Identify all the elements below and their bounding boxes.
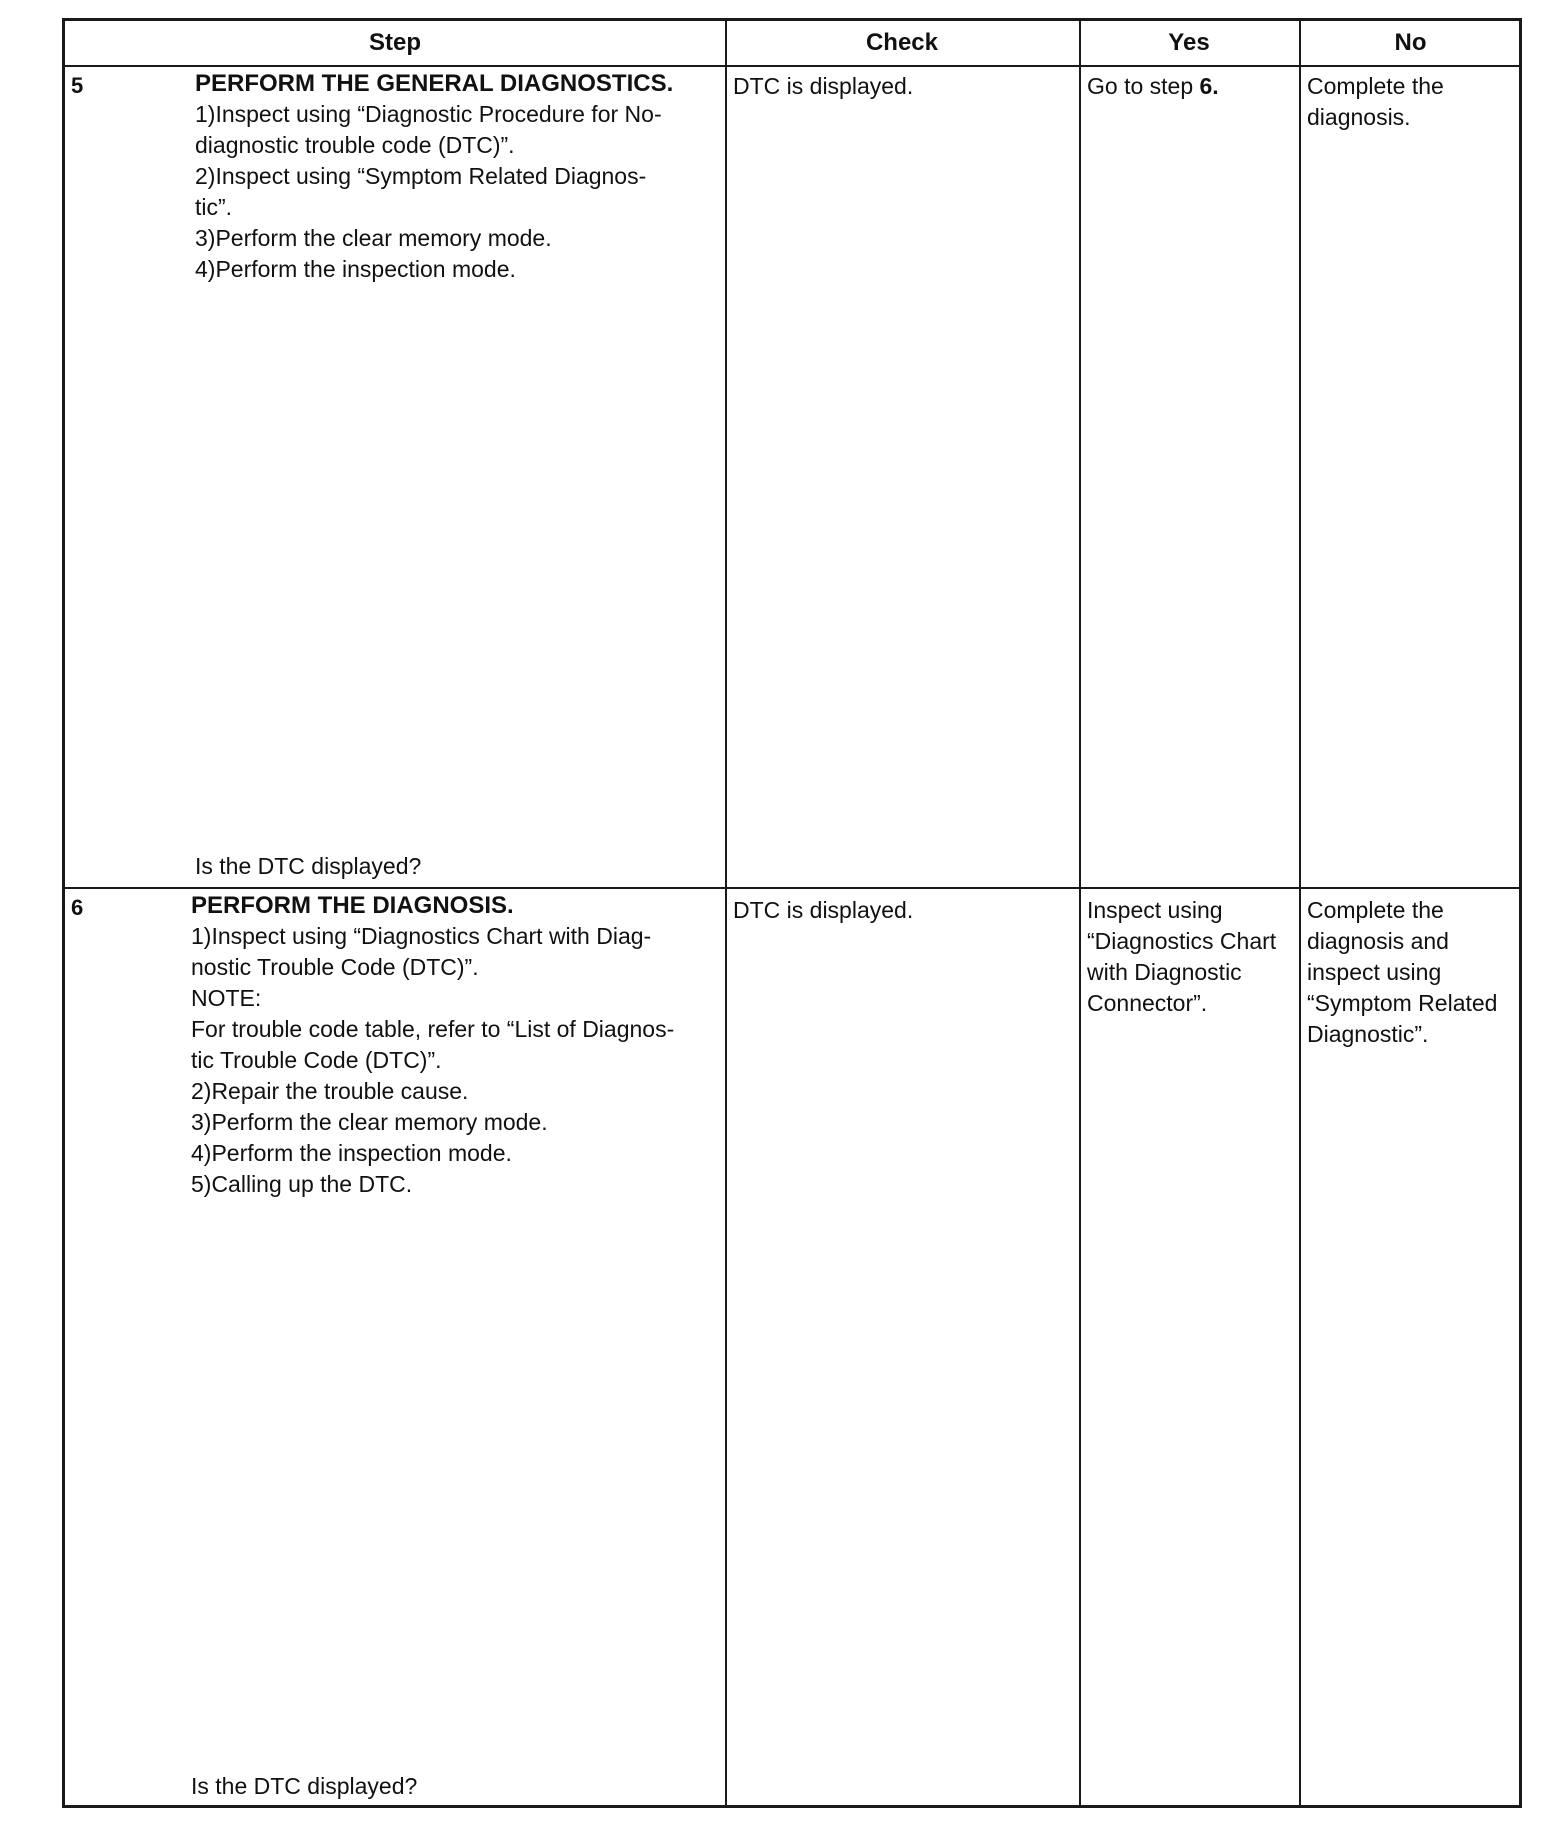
step-note-label: NOTE:	[191, 985, 262, 1011]
step-number: 6	[71, 895, 84, 920]
step-question: Is the DTC displayed?	[191, 1773, 418, 1799]
column-divider-step-check	[725, 21, 727, 1805]
step-instruction: 3)Perform the clear memory mode.	[191, 1109, 548, 1135]
step-description	[195, 69, 723, 285]
step-instruction: tic”.	[195, 194, 233, 220]
step-question: Is the DTC displayed?	[195, 853, 422, 879]
yes-line: Connector”.	[1087, 990, 1208, 1016]
diagnostic-table	[62, 18, 1522, 1808]
step-title: PERFORM THE DIAGNOSIS.	[191, 892, 514, 919]
header-divider	[65, 65, 1519, 67]
step-note: For trouble code table, refer to “List of Diagnos-	[191, 1016, 675, 1042]
no-text	[1307, 895, 1519, 1050]
header-step: Step	[368, 29, 421, 56]
column-divider-check-yes	[1079, 21, 1081, 1805]
check-text: DTC is displayed.	[733, 73, 914, 99]
check-text: DTC is displayed.	[733, 897, 914, 923]
yes-step-reference: 6.	[1199, 73, 1219, 99]
step-instruction: 5)Calling up the DTC.	[191, 1171, 413, 1197]
step-instruction: 4)Perform the inspection mode.	[195, 256, 516, 282]
yes-text	[1087, 71, 1293, 102]
no-line: Complete the	[1307, 73, 1444, 99]
step-description	[191, 891, 723, 1200]
column-divider-yes-no	[1299, 21, 1301, 1805]
header-check: Check	[865, 29, 939, 56]
step-instruction: 4)Perform the inspection mode.	[191, 1140, 512, 1166]
step-instruction: 1)Inspect using “Diagnostic Procedure for No-	[195, 101, 662, 127]
no-line: Complete the	[1307, 897, 1444, 923]
yes-text	[1087, 895, 1293, 1019]
yes-prefix: Go to step	[1087, 73, 1200, 99]
yes-line: Inspect using	[1087, 897, 1223, 923]
row-divider-5-6	[65, 887, 1519, 889]
step-instruction: 1)Inspect using “Diagnostics Chart with Diag-	[191, 923, 652, 949]
step-note: tic Trouble Code (DTC)”.	[191, 1047, 442, 1073]
no-line: diagnosis.	[1307, 104, 1411, 130]
header-no: No	[1394, 29, 1427, 56]
yes-line: “Diagnostics Chart	[1087, 928, 1277, 954]
no-line: diagnosis and	[1307, 928, 1449, 954]
step-instruction: 2)Inspect using “Symptom Related Diagnos-	[195, 163, 647, 189]
step-title: PERFORM THE GENERAL DIAGNOSTICS.	[195, 70, 674, 97]
yes-line: with Diagnostic	[1087, 959, 1242, 985]
no-line: inspect using	[1307, 959, 1442, 985]
no-line: Diagnostic”.	[1307, 1021, 1429, 1047]
no-text	[1307, 71, 1517, 133]
step-instruction: nostic Trouble Code (DTC)”.	[191, 954, 479, 980]
step-number: 5	[71, 73, 84, 98]
no-line: “Symptom Related	[1307, 990, 1498, 1016]
step-instruction: 3)Perform the clear memory mode.	[195, 225, 552, 251]
step-instruction: 2)Repair the trouble cause.	[191, 1078, 469, 1104]
header-yes: Yes	[1168, 29, 1210, 56]
step-instruction: diagnostic trouble code (DTC)”.	[195, 132, 515, 158]
